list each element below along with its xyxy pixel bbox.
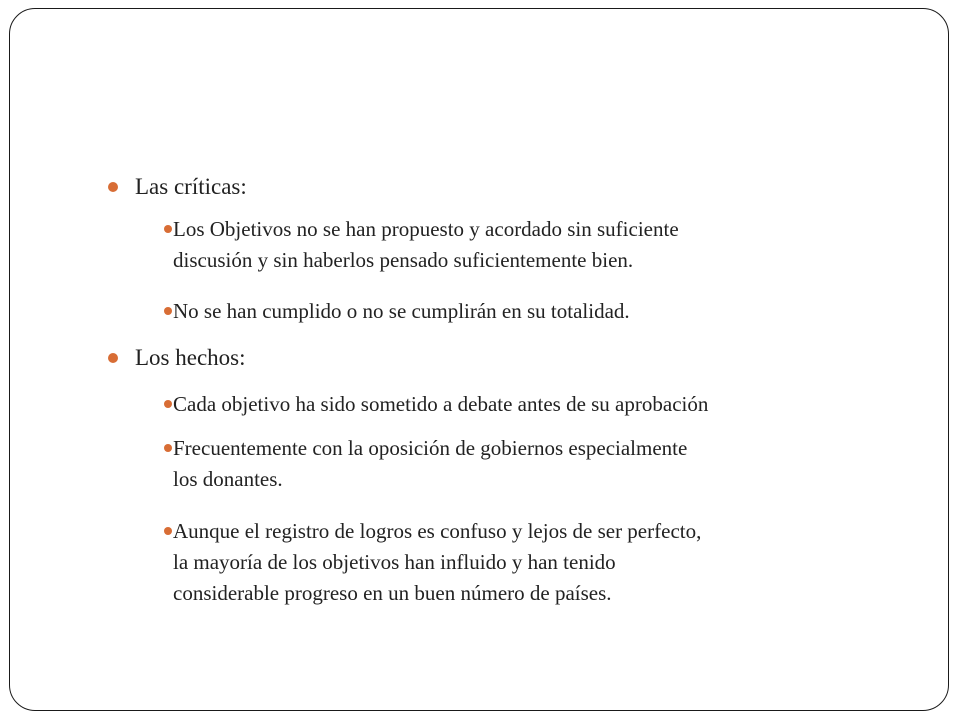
bullet-dot [164, 527, 172, 535]
bullet-dot [164, 307, 172, 315]
text-line: No se han cumplido o no se cumplirán en su totalidad. [173, 299, 630, 323]
text-line: los donantes. [173, 467, 283, 491]
sub-bullet-text [173, 296, 630, 327]
sub-bullet-text [173, 433, 687, 495]
bullet-dot [108, 182, 118, 192]
bullet-dot [108, 353, 118, 363]
text-line: la mayoría de los objetivos han influido y han tenido [173, 550, 616, 574]
text-line: Frecuentemente con la oposición de gobiernos especialmente [173, 436, 688, 460]
sub-bullet-text [173, 214, 679, 276]
bullet-dot [164, 444, 172, 452]
sub-bullet-text [173, 516, 701, 609]
bullet-dot [164, 400, 172, 408]
text-line: Los Objetivos no se han propuesto y acordado sin suficiente [173, 217, 679, 241]
bullet-dot [164, 225, 172, 233]
text-line: Cada objetivo ha sido sometido a debate antes de su aprobación [173, 392, 709, 416]
section-heading: Los hechos: [135, 345, 246, 370]
slide-content [10, 9, 950, 712]
text-line: considerable progreso en un buen número de países. [173, 581, 612, 605]
text-line: Aunque el registro de logros es confuso y lejos de ser perfecto, [173, 519, 702, 543]
section-heading: Las críticas: [135, 174, 247, 199]
sub-bullet-text [173, 389, 708, 420]
slide-frame [9, 8, 949, 711]
text-line: discusión y sin haberlos pensado suficientemente bien. [173, 248, 634, 272]
